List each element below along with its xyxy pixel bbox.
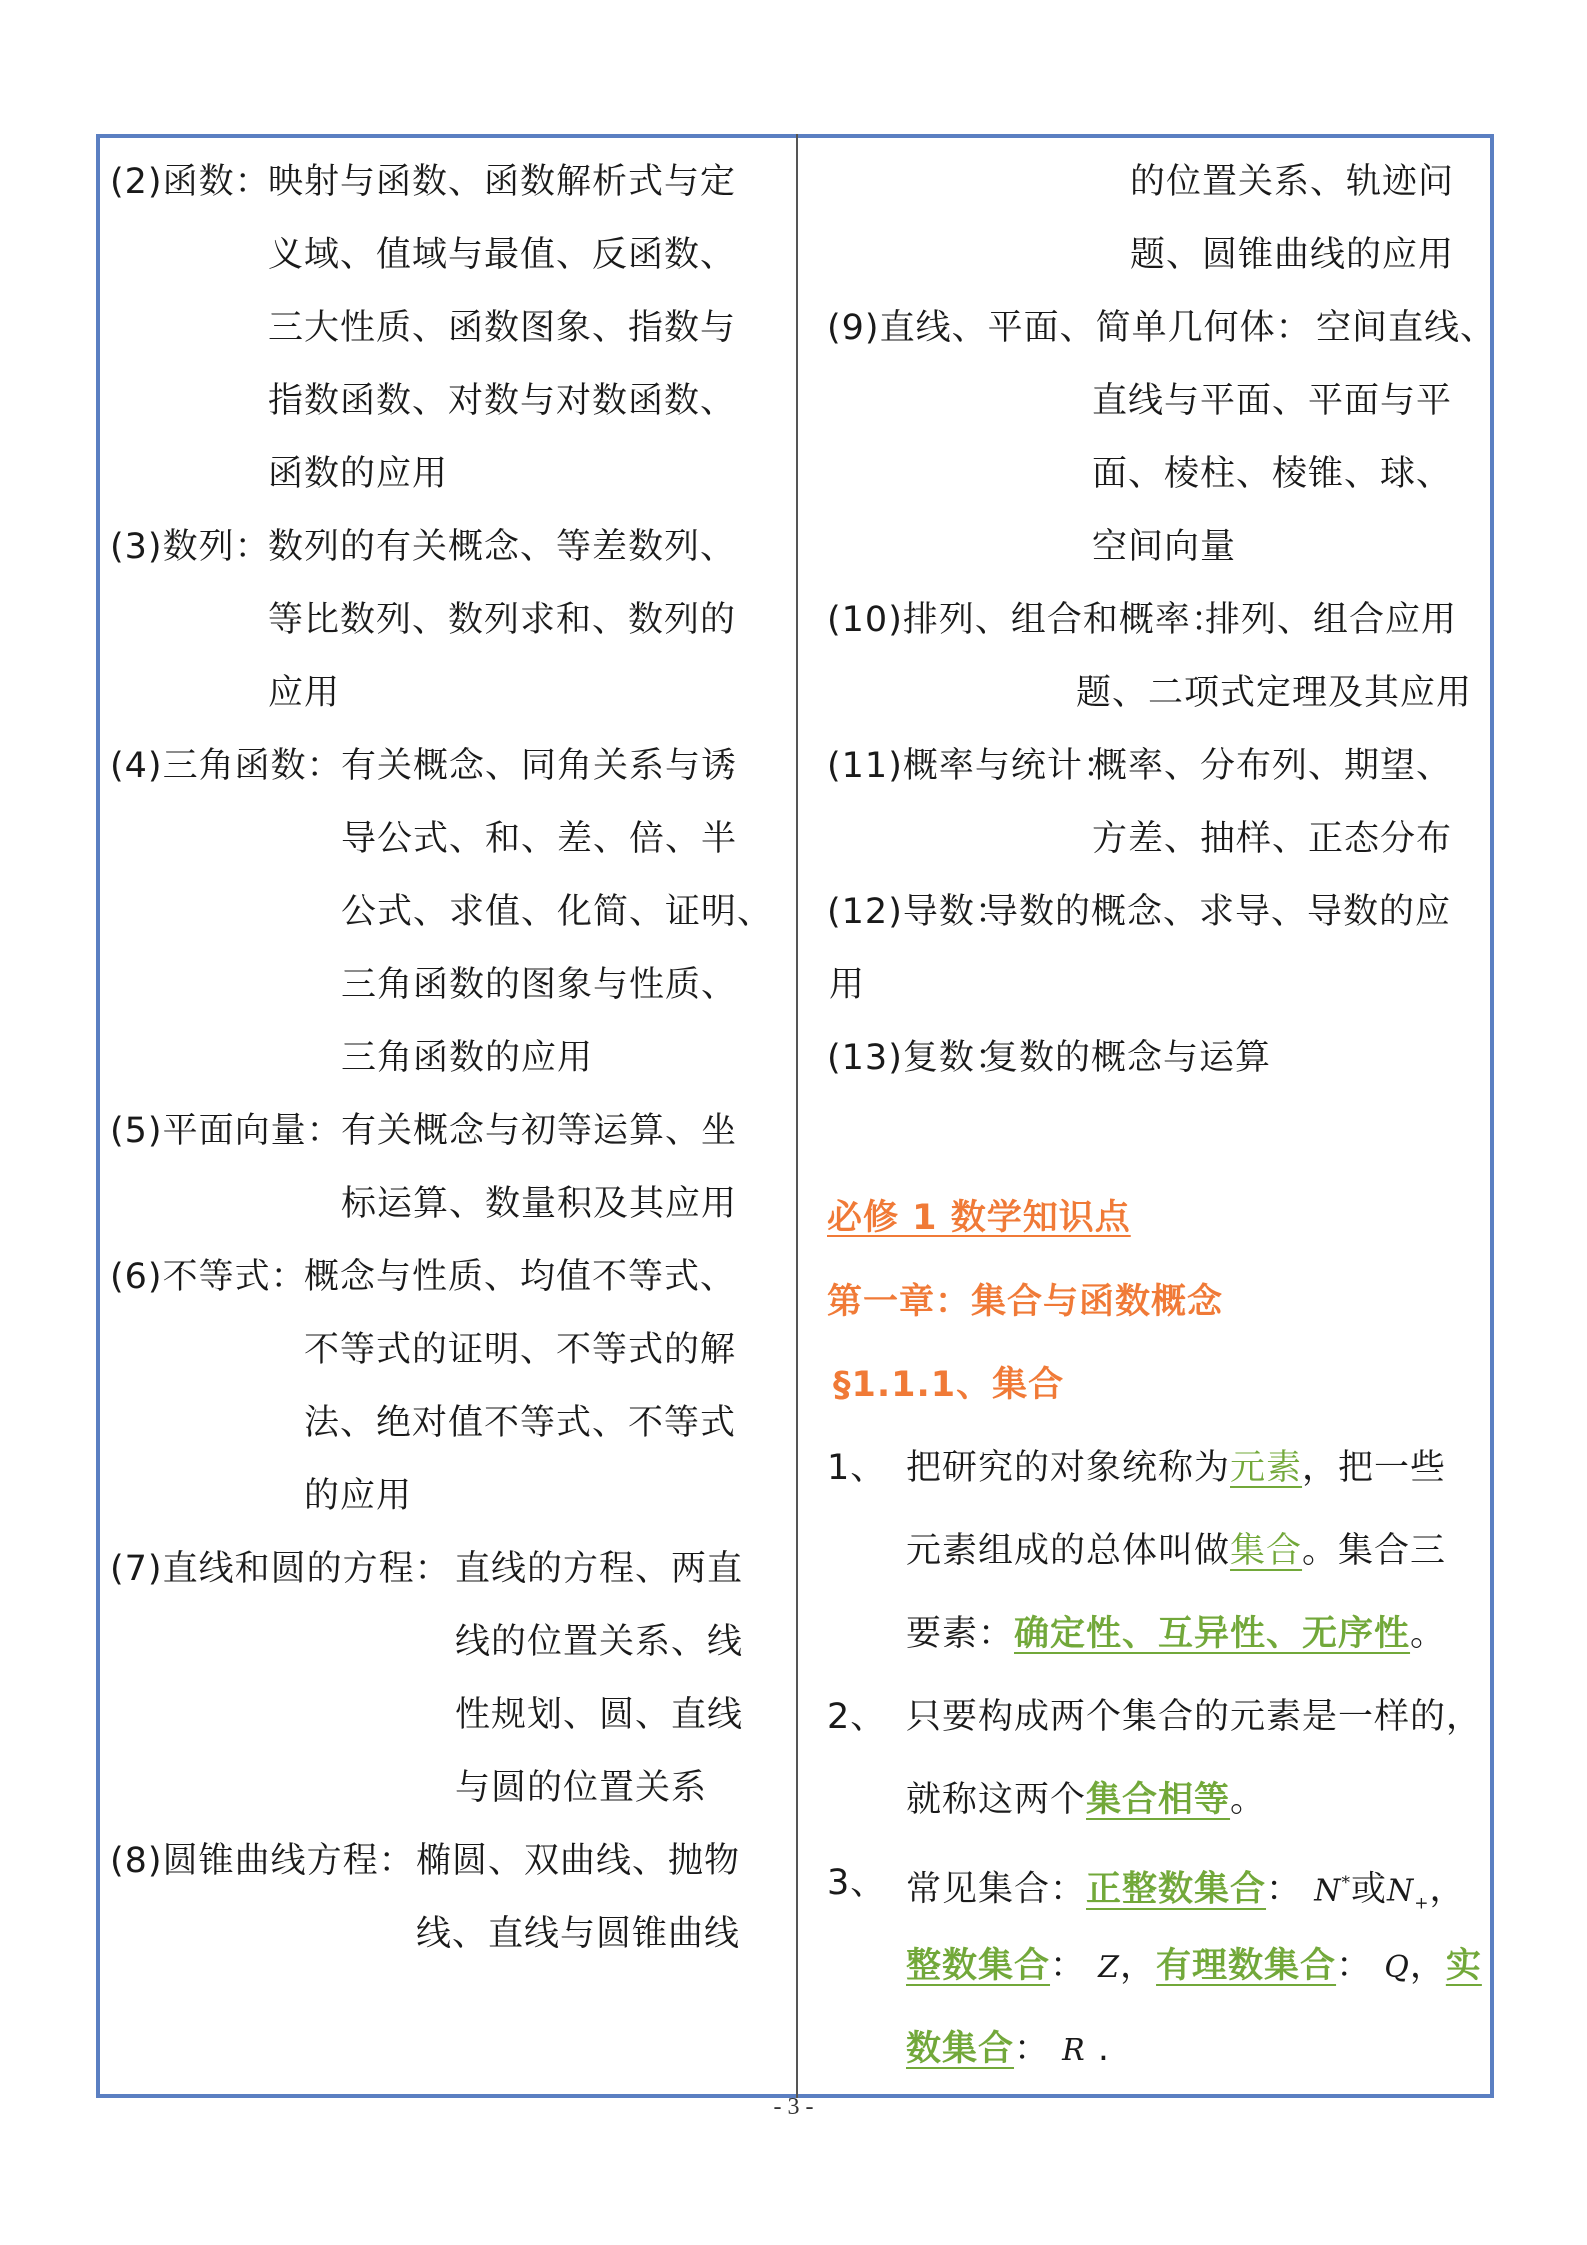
left-topic-line: 有关概念、同角关系与诱 [341, 746, 738, 786]
left-topic-line: 线、直线与圆锥曲线 [416, 1914, 741, 1954]
right_top-topic-line: 方差、抽样、正态分布 [1092, 819, 1453, 859]
term-three-properties: 确定性、互异性、无序性 [1014, 1614, 1411, 1654]
right_top-topic-line: 用 [829, 965, 866, 1005]
right_top-topic-line: 导数的概念、求导、导数的应 [983, 892, 1452, 932]
right_top-topic-label: (11)概率与统计： [827, 746, 1119, 786]
item-1-line-3: 要素：确定性、互异性、无序性。 [906, 1614, 1447, 1654]
right_top-topic-line: 直线与平面、平面与平 [1092, 381, 1453, 421]
term-reals-part2: 数集合 [906, 2029, 1015, 2069]
right_top-topic-line: 空间向量 [1092, 527, 1237, 567]
right_top-topic-line: 复数的概念与运算 [983, 1038, 1272, 1078]
left-topic-line: 映射与函数、函数解析式与定 [268, 162, 737, 202]
left-topic-line: 法、绝对值不等式、不等式 [304, 1403, 737, 1443]
right_top-topic-label: (12)导数： [827, 892, 1011, 932]
left-topic-line: 三角函数的应用 [341, 1038, 594, 1078]
left-topic-line: 概念与性质、均值不等式、 [304, 1257, 737, 1297]
item-2-line-1: 只要构成两个集合的元素是一样的， [906, 1697, 1483, 1737]
right_top-topic-label: (13)复数： [827, 1038, 1011, 1078]
right_top-topic-line: 空间直线、 [1316, 308, 1497, 348]
right_top-topic-line: 题、二项式定理及其应用 [1076, 673, 1473, 713]
left-topic-label: (5)平面向量： [110, 1111, 343, 1151]
left-topic-label: (6)不等式： [110, 1257, 307, 1297]
right_top-topic-line: 概率、分布列、期望、 [1092, 746, 1453, 786]
left-topic-line: 公式、求值、化简、证明、 [341, 892, 774, 932]
left-topic-line: 导公式、和、差、倍、半 [341, 819, 738, 859]
left-topic-line: 等比数列、数列求和、数列的 [268, 600, 737, 640]
right_top-topic-line: 面、棱柱、棱锥、球、 [1092, 454, 1453, 494]
left-topic-line: 应用 [268, 673, 341, 713]
left-topic-line: 直线的方程、两直 [455, 1549, 744, 1589]
left-topic-label: (4)三角函数： [110, 746, 343, 786]
chapter-heading: 第一章：集合与函数概念 [827, 1282, 1224, 1322]
item-1-line-2: 元素组成的总体叫做集合。集合三 [906, 1531, 1447, 1571]
right_top-topic-label: (9)直线、平面、简单几何体： [827, 308, 1312, 348]
item-3-line-3: 数集合： R . [906, 2029, 1111, 2069]
item-3-line-1: 常见集合：正整数集合： N*或$N_+$， [906, 1869, 1466, 1914]
left-topic-line: 线的位置关系、线 [455, 1622, 744, 1662]
term-equal-sets: 集合相等 [1086, 1780, 1231, 1820]
right_top-topic-line: 排列、组合应用 [1205, 600, 1458, 640]
left-topic-line: 性规划、圆、直线 [455, 1695, 744, 1735]
term-reals-part1: 实 [1445, 1946, 1482, 1986]
term-integers: 整数集合 [906, 1946, 1051, 1986]
left-topic-line: 指数函数、对数与对数函数、 [268, 381, 737, 421]
left-topic-line: 的应用 [304, 1476, 413, 1516]
right_top-topic-line: 题、圆锥曲线的应用 [1130, 235, 1455, 275]
item-3-line-2: 整数集合： Z，有理数集合： Q，实 [906, 1946, 1482, 1986]
term-positive-integers: 正整数集合 [1086, 1869, 1267, 1910]
left-topic-label: (8)圆锥曲线方程： [110, 1841, 415, 1881]
left-topic-label: (3)数列： [110, 527, 271, 567]
left-topic-line: 不等式的证明、不等式的解 [304, 1330, 737, 1370]
left-topic-label: (7)直线和圆的方程： [110, 1549, 451, 1589]
item-1-line-1: 把研究的对象统称为元素，把一些 [906, 1448, 1447, 1488]
page-number: - 3 - [773, 2094, 814, 2120]
left-topic-line: 义域、值域与最值、反函数、 [268, 235, 737, 275]
item-number: 3、 [827, 1863, 887, 1903]
left-topic-line: 标运算、数量积及其应用 [341, 1184, 738, 1224]
book-heading: 必修 1 数学知识点 [827, 1198, 1131, 1238]
left-topic-line: 三角函数的图象与性质、 [341, 965, 738, 1005]
term-element: 元素 [1230, 1448, 1303, 1488]
left-topic-line: 数列的有关概念、等差数列、 [268, 527, 737, 567]
term-set: 集合 [1230, 1531, 1303, 1571]
column-divider [796, 134, 798, 2098]
section-heading: §1.1.1、集合 [833, 1365, 1065, 1405]
left-topic-line: 与圆的位置关系 [455, 1768, 708, 1808]
left-topic-label: (2)函数： [110, 162, 271, 202]
left-topic-line: 椭圆、双曲线、抛物 [416, 1841, 741, 1881]
item-number: 2、 [827, 1697, 887, 1737]
item-number: 1、 [827, 1448, 887, 1488]
left-topic-line: 函数的应用 [268, 454, 449, 494]
term-rationals: 有理数集合 [1156, 1946, 1337, 1986]
right_top-topic-line: 的位置关系、轨迹问 [1130, 162, 1455, 202]
right_top-topic-label: (10)排列、组合和概率： [827, 600, 1227, 640]
left-topic-line: 有关概念与初等运算、坐 [341, 1111, 738, 1151]
left-topic-line: 三大性质、函数图象、指数与 [268, 308, 737, 348]
item-2-line-2: 就称这两个集合相等。 [906, 1780, 1267, 1820]
